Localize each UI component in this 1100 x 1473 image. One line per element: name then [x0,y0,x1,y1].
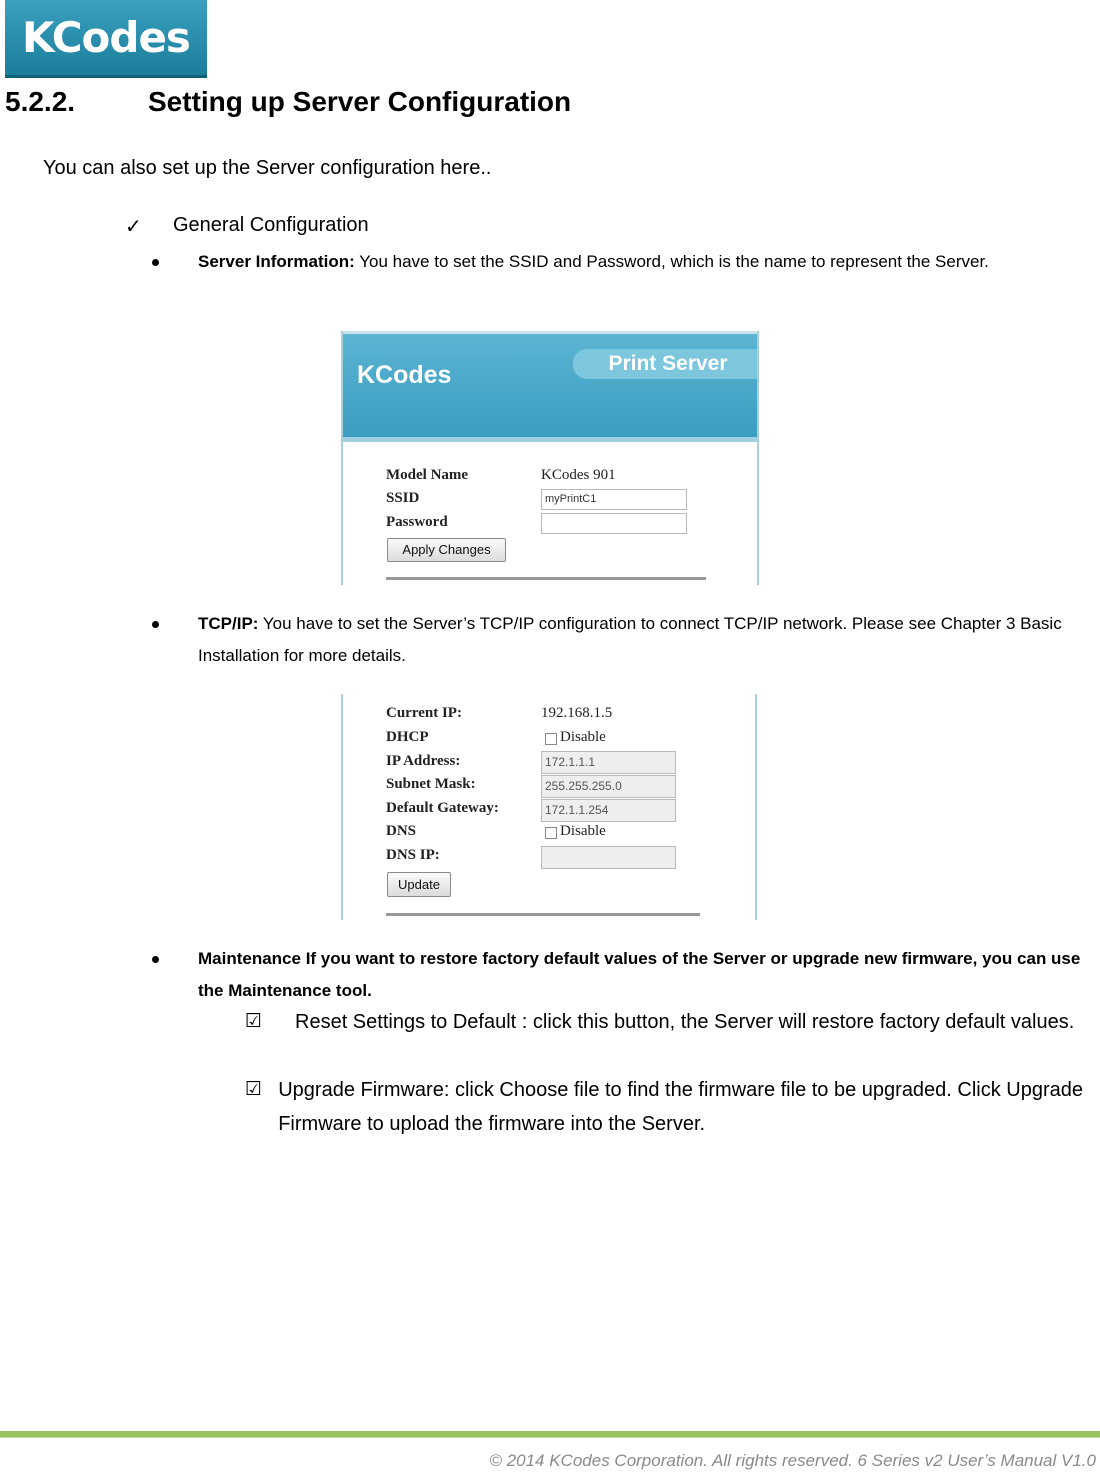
bullet-title: Maintenance If you want to restore factory default values of the Server or upgrade new firmware, you can use the Maintenance tool. [198,949,1081,1000]
footer-rule [0,1437,1100,1438]
checkmark-icon: ✓ [125,216,142,238]
print-server-tag: Print Server [573,349,759,379]
maintenance-item-upgrade [245,1073,1100,1141]
bullet-dot-icon [152,259,159,266]
dns-disable-checkbox[interactable] [545,827,557,839]
logo-text: KCodes [22,13,190,62]
bullet-dot-icon [152,621,159,628]
default-gateway-input[interactable]: 172.1.1.254 [541,799,676,822]
bullet-maintenance [152,943,1082,1007]
model-name-label: Model Name [386,467,469,483]
banner-divider [343,437,757,442]
dns-ip-input[interactable] [541,846,676,869]
bullet-text: You have to set the SSID and Password, which is the name to represent the Server. [354,252,989,271]
current-ip-label: Current IP: [386,705,462,721]
bullet-dot-icon [152,956,159,963]
default-gateway-label: Default Gateway: [386,800,499,816]
panel-divider [386,577,706,580]
checkbox-icon: ☑ [245,1079,263,1100]
update-button[interactable]: Update [387,872,451,897]
general-configuration-item [125,214,369,239]
model-name-value: KCodes 901 [541,467,616,483]
dhcp-disable-label: Disable [560,729,606,745]
dns-ip-label: DNS IP: [386,847,440,863]
bullet-server-information [152,246,1082,278]
bullet-title: TCP/IP: [198,614,259,633]
bullet-text: You have to set the Server’s TCP/IP configuration to connect TCP/IP network. Please see Chapter 3 Basic Installation for more details. [198,614,1062,665]
checkbox-icon: ☑ [245,1011,263,1032]
section-number: 5.2.2. [5,86,76,117]
subnet-mask-label: Subnet Mask: [386,776,476,792]
bullet-title: Server Information: [198,252,355,271]
bullet-tcpip [152,608,1082,672]
ip-address-input[interactable]: 172.1.1.1 [541,751,676,774]
dns-disable-label: Disable [560,823,606,839]
password-input[interactable] [541,513,687,534]
panel-divider [386,913,700,916]
section-title: Setting up Server Configuration [148,86,572,117]
kcodes-logo [5,0,207,78]
dhcp-label: DHCP [386,729,429,745]
subnet-mask-input[interactable]: 255.255.255.0 [541,775,676,798]
footer-copyright: © 2014 KCodes Corporation. All rights reserved. 6 Series v2 User’s Manual V1.0 [489,1451,1096,1470]
maintenance-item-text: Upgrade Firmware: click Choose file to find the firmware file to be upgraded. Click Upgrade Firmware to upload the firmware into the Server. [278,1079,1084,1135]
current-ip-value: 192.168.1.5 [541,705,613,721]
server-info-screenshot [341,331,759,585]
maintenance-item-reset [245,1005,1100,1039]
apply-changes-button[interactable]: Apply Changes [387,538,506,562]
maintenance-item-text: Reset Settings to Default : click this button, the Server will restore factory default values. [295,1011,1075,1033]
section-heading [5,86,571,118]
password-label: Password [386,514,448,530]
ssid-label: SSID [386,490,420,506]
ip-address-label: IP Address: [386,753,461,769]
dns-label: DNS [386,823,417,839]
intro-paragraph: You can also set up the Server configuration here.. [43,157,492,179]
dhcp-disable-checkbox[interactable] [545,733,557,745]
banner-brand: KCodes [357,361,452,389]
ssid-input[interactable]: myPrintC1 [541,489,687,510]
tcpip-screenshot [341,694,757,920]
general-configuration-label: General Configuration [173,214,369,236]
